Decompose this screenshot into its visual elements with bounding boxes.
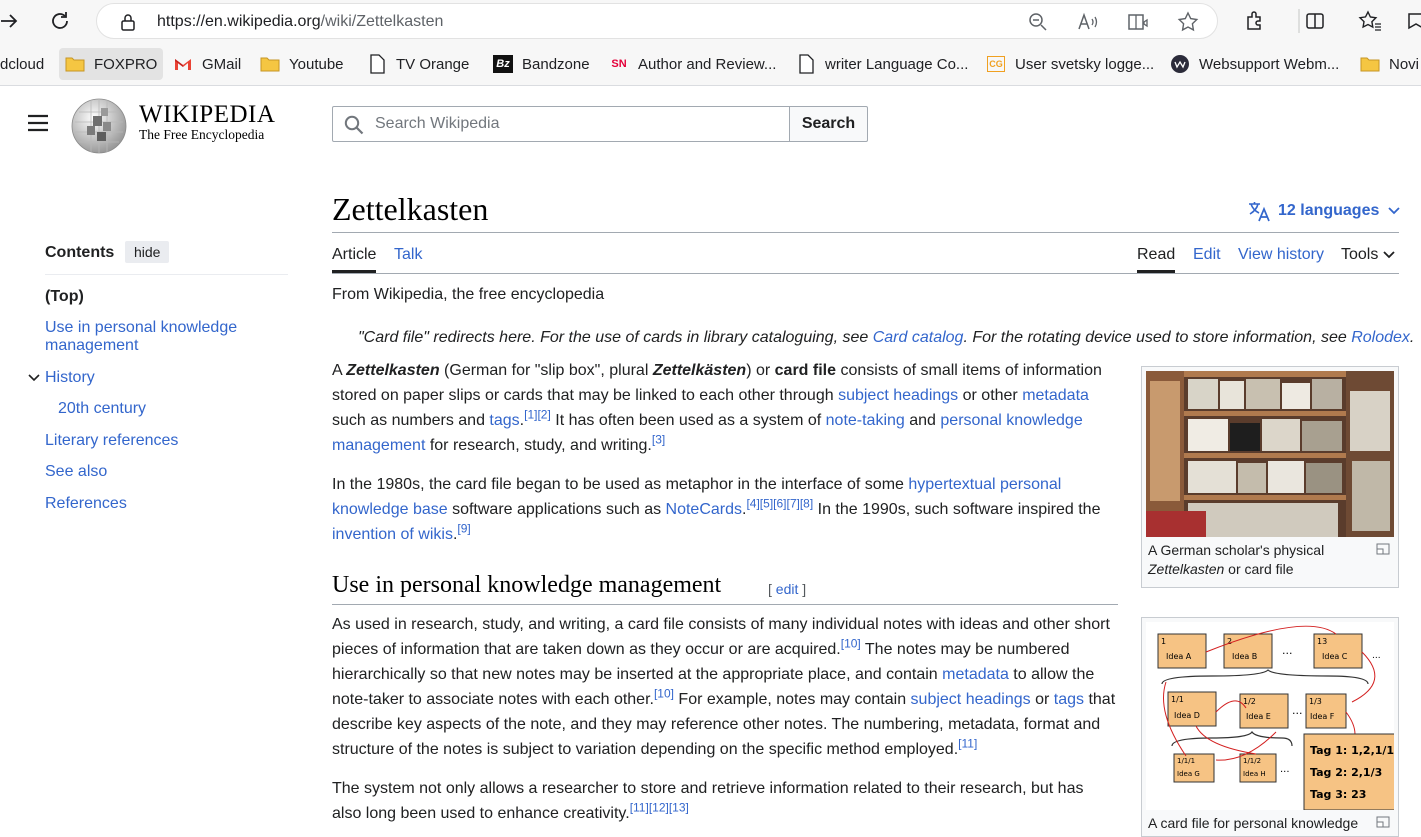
- link-personal-knowledge-management[interactable]: personal knowledge management: [332, 412, 1083, 454]
- websupport-icon: [1170, 55, 1190, 73]
- toc-header: [45, 240, 288, 275]
- bookmark-label: User svetsky logge...: [1015, 55, 1155, 73]
- caption-text: A card file for personal knowledge: [1148, 815, 1359, 831]
- card-id: 1/1: [1171, 695, 1184, 704]
- term-zettelkasten-plural: Zettelkästen: [652, 362, 747, 379]
- card-id: 1/2: [1243, 697, 1256, 706]
- site-tagline: From Wikipedia, the free encyclopedia: [332, 286, 605, 303]
- term-card-file: card file: [774, 362, 837, 379]
- page-icon: [367, 55, 387, 73]
- tab-article[interactable]: Article: [332, 246, 377, 263]
- bookmark-label: Bandzone: [522, 55, 590, 73]
- favorites-icon[interactable]: [1355, 6, 1385, 36]
- text: for research, study, and writing.: [425, 437, 652, 454]
- link-note-taking[interactable]: note-taking: [825, 412, 905, 429]
- browser-chrome: [0, 0, 1421, 86]
- forward-icon[interactable]: [0, 6, 24, 36]
- page-title: Zettelkasten: [332, 191, 489, 227]
- text: such as numbers and: [332, 412, 490, 429]
- wikipedia-globe-logo[interactable]: [71, 98, 127, 154]
- text: or other: [958, 387, 1023, 404]
- bookmark-label: TV Orange: [396, 55, 470, 73]
- citation[interactable]: [10]: [653, 686, 674, 701]
- url-path: /wiki/Zettelkasten: [320, 13, 444, 30]
- url-text[interactable]: [157, 13, 443, 31]
- bookmark-label: Novi: [1389, 55, 1420, 73]
- tab-view-history[interactable]: View history: [1238, 246, 1324, 263]
- toc-item-20th-century[interactable]: 20th century: [58, 400, 147, 417]
- citation[interactable]: [11][12][13]: [629, 800, 689, 815]
- gmail-icon: [173, 55, 193, 73]
- bookmark-label: FOXPRO: [94, 55, 158, 73]
- sn-icon: [609, 55, 629, 73]
- toc-item-use-in-pkm[interactable]: Use in personal knowledge management: [45, 319, 238, 354]
- link-hypertextual-pkb[interactable]: hypertextual personal knowledge base: [332, 476, 1062, 518]
- chevron-down-icon: [1387, 204, 1401, 218]
- text: In the 1990s, such software inspired the: [813, 501, 1101, 518]
- text: The system not only allows a researcher to store and retrieve information related to their research, but has also long been used to enhance creativity.: [332, 780, 1084, 822]
- link-metadata[interactable]: metadata: [942, 666, 1009, 683]
- bookmark-user-svetsky[interactable]: [980, 48, 1160, 80]
- tag-line: Tag 1: 1,2,1/1: [1310, 744, 1394, 757]
- tab-read[interactable]: Read: [1137, 246, 1176, 263]
- bookmark-bandzone[interactable]: [487, 48, 596, 80]
- bookmark-youtube[interactable]: [254, 48, 350, 80]
- card-label: Idea C: [1322, 652, 1348, 661]
- figure-card-file-photo: [1141, 366, 1399, 588]
- bookmark-foxpro[interactable]: [59, 48, 163, 80]
- lock-icon[interactable]: [115, 9, 141, 35]
- bandzone-icon: [493, 55, 513, 73]
- link-tags[interactable]: tags: [1053, 691, 1085, 708]
- link-notecards[interactable]: NoteCards: [665, 501, 743, 518]
- card-label: Idea D: [1174, 711, 1200, 720]
- folder-icon: [260, 55, 280, 73]
- toc-title: Contents: [45, 244, 115, 261]
- enlarge-icon[interactable]: [1376, 814, 1390, 833]
- address-bar[interactable]: [96, 3, 1218, 39]
- link-rolodex[interactable]: Rolodex: [1351, 329, 1410, 346]
- bookmark-label: Youtube: [289, 55, 344, 73]
- cg-icon: [986, 55, 1006, 73]
- bookmark-novi[interactable]: [1354, 48, 1421, 80]
- toc-item-see-also[interactable]: See also: [45, 463, 108, 480]
- ellipsis: ...: [1280, 764, 1290, 775]
- edit-link[interactable]: edit: [775, 581, 799, 597]
- wiki-header: [0, 87, 1421, 167]
- bookmark-author-review[interactable]: [603, 48, 782, 80]
- search-input[interactable]: [373, 107, 783, 141]
- citation[interactable]: [10]: [840, 636, 861, 651]
- figure-caption: [1146, 810, 1394, 833]
- extensions-icon[interactable]: [1240, 6, 1270, 36]
- browser-toolbar: [0, 0, 1421, 42]
- link-subject-headings[interactable]: subject headings: [910, 691, 1031, 708]
- bookmark-writer-language[interactable]: [790, 48, 974, 80]
- text: A: [332, 362, 347, 379]
- languages-label: 12 languages: [1278, 202, 1380, 219]
- ellipsis: ...: [1372, 651, 1381, 661]
- tools-menu[interactable]: [1341, 246, 1396, 264]
- card-file-photo[interactable]: [1146, 371, 1394, 537]
- tag-line: Tag 3: 23: [1310, 788, 1367, 801]
- card-label: Idea A: [1166, 652, 1192, 661]
- folder-icon: [65, 55, 85, 73]
- card-file-diagram[interactable]: [1146, 622, 1394, 810]
- split-screen-icon[interactable]: [1300, 6, 1330, 36]
- text: (German for "slip box", plural: [439, 362, 653, 379]
- caption-text: or card file: [1224, 561, 1294, 577]
- link-metadata[interactable]: metadata: [1022, 387, 1089, 404]
- hatnote-text: "Card file" redirects here. For the use of cards in library cataloguing, see: [358, 329, 873, 346]
- text: to allow the note-taker to associate notes with each other.: [332, 666, 1095, 708]
- bookmark-label: writer Language Co...: [825, 55, 969, 73]
- toc-item-literary-references[interactable]: Literary references: [45, 432, 179, 449]
- text: It has often been used as a system of: [550, 412, 826, 429]
- language-icon: [1248, 200, 1272, 222]
- wordmark-tagline: The Free Encyclopedia: [139, 127, 265, 142]
- term-zettelkasten: Zettelkasten: [346, 362, 440, 379]
- card-id: 13: [1317, 637, 1328, 646]
- wikipedia-wordmark[interactable]: [139, 101, 275, 143]
- main-menu-icon[interactable]: [26, 111, 50, 135]
- text: In the 1980s, the card file began to be used as metaphor in the interface of some: [332, 476, 909, 493]
- tag-line: Tag 2: 2,1/3: [1310, 766, 1383, 779]
- link-tags[interactable]: tags: [489, 412, 520, 429]
- bookmark-gmail[interactable]: [167, 48, 247, 80]
- collections-icon[interactable]: [1401, 6, 1421, 36]
- text: software applications such as: [447, 501, 666, 518]
- text: .: [452, 526, 458, 543]
- text: The notes may be numbered hierarchically so that new notes may be inserted at the appropriate place, and contain: [332, 641, 1070, 683]
- immersive-reader-icon[interactable]: [1125, 9, 1151, 35]
- search-button[interactable]: Search: [789, 106, 868, 142]
- read-aloud-icon[interactable]: [1075, 9, 1101, 35]
- folder-icon: [1360, 55, 1380, 73]
- section-divider: [332, 604, 1118, 605]
- toc-item-top[interactable]: (Top): [45, 288, 84, 305]
- bandzone-icon-text: Bz: [493, 55, 513, 73]
- card-id: 1/1/2: [1243, 757, 1262, 765]
- link-invention-of-wikis[interactable]: invention of wikis: [332, 526, 453, 543]
- figure-card-file-diagram: [1141, 617, 1399, 837]
- card-id: 1: [1161, 637, 1167, 646]
- text: As used in research, study, and writing, a card file consists of many individual notes with ideas and other short pieces of information that are taken down as they occur or are acquired.: [332, 616, 1110, 658]
- text: consists of small items of information stored on paper slips or cards that may be linked to each other through: [332, 362, 1102, 404]
- search-box[interactable]: [332, 106, 790, 142]
- hatnote: [358, 329, 1414, 347]
- link-card-catalog[interactable]: Card catalog: [872, 329, 964, 346]
- intro-paragraph-1: A Zettelkasten (German for "slip box", plural Zettelkästen) or card file consists of small items of information stored on paper slips or cards that may be linked to each other through subject headings or other metadata such as numbers and tags.[1][2] It has often been used as a system of note-taking and personal knowledge management for research, study, and writing.[3]: [332, 362, 1102, 454]
- bookmark-websupport[interactable]: [1164, 48, 1345, 80]
- citation[interactable]: [4][5][6][7][8]: [746, 496, 814, 511]
- favorite-star-icon[interactable]: [1175, 9, 1201, 35]
- section-heading-use-in-pkm: Use in personal knowledge management: [332, 572, 722, 598]
- card-id: 2: [1227, 637, 1233, 646]
- bookmark-label: GMail: [202, 55, 242, 73]
- tab-edit[interactable]: Edit: [1193, 246, 1221, 263]
- intro-paragraph-2: In the 1980s, the card file began to be used as metaphor in the interface of some hypertextual personal knowledge base software applications such as NoteCards.[4][5][6][7][8] In the 1990s, such software inspired the invention of wikis.[9]: [332, 476, 1101, 543]
- figure-caption: [1146, 537, 1394, 579]
- bookmark-tv-orange[interactable]: [361, 48, 475, 80]
- card-label: Idea E: [1246, 712, 1271, 721]
- hatnote-text: .: [1409, 329, 1415, 346]
- link-subject-headings[interactable]: subject headings: [838, 387, 959, 404]
- page-icon: [796, 55, 816, 73]
- card-label: Idea G: [1177, 770, 1200, 778]
- tabs-divider: [332, 273, 1399, 274]
- toc-hide-button[interactable]: hide: [125, 241, 169, 263]
- refresh-icon[interactable]: [45, 6, 75, 36]
- text: and: [904, 412, 941, 429]
- caption-text: A German scholar's physical: [1148, 542, 1325, 558]
- languages-button[interactable]: [1248, 200, 1407, 222]
- hatnote-text: . For the rotating device used to store information, see: [963, 329, 1352, 346]
- citation[interactable]: [9]: [457, 521, 471, 536]
- card-label: Idea B: [1232, 652, 1258, 661]
- tools-label: Tools: [1341, 246, 1379, 263]
- sn-icon-text: SN: [611, 58, 627, 70]
- bookmark-dcloud[interactable]: [0, 48, 50, 80]
- chevron-down-icon[interactable]: [27, 371, 41, 390]
- wordmark-title: WIKIPEDIA: [139, 101, 276, 128]
- text: For example, notes may contain: [673, 691, 911, 708]
- bookmark-label: Websupport Webm...: [1199, 55, 1340, 73]
- text: ) or: [746, 362, 775, 379]
- citation[interactable]: [3]: [651, 432, 666, 447]
- section-paragraph-1: [332, 612, 1117, 762]
- section-paragraph-2: [332, 776, 1117, 826]
- text: or: [1030, 691, 1054, 708]
- bookmark-label: Author and Review...: [638, 55, 777, 73]
- ellipsis: ...: [1282, 644, 1293, 657]
- card-id: 1/1/1: [1177, 757, 1196, 765]
- card-id: 1/3: [1309, 697, 1322, 706]
- text: that describe key aspects of the note, and they may reference other notes. The numbering, metadata, format and structure of the notes is subject to variation depending on the specific method employed.: [332, 691, 1116, 758]
- card-label: Idea H: [1243, 770, 1266, 778]
- table-of-contents: [45, 240, 288, 512]
- citation[interactable]: [11]: [958, 736, 978, 751]
- citation[interactable]: [1][2]: [524, 407, 551, 422]
- toc-item-history[interactable]: History: [45, 369, 95, 386]
- cg-icon-text: CG: [987, 56, 1005, 72]
- section-edit-link[interactable]: [ edit ]: [768, 581, 807, 597]
- ellipsis: ...: [1292, 704, 1303, 717]
- caption-term: Zettelkasten: [1148, 561, 1225, 577]
- enlarge-icon[interactable]: [1376, 541, 1390, 560]
- bookmark-label: dcloud: [0, 55, 45, 73]
- url-host: https://en.wikipedia.org: [157, 13, 321, 30]
- chevron-down-icon: [1382, 248, 1396, 262]
- search-icon: [344, 115, 364, 140]
- card-label: Idea F: [1310, 712, 1335, 721]
- title-divider: [332, 232, 1399, 233]
- toc-item-references[interactable]: References: [45, 495, 127, 512]
- bookmarks-bar: [0, 43, 1421, 85]
- zoom-out-icon[interactable]: [1025, 9, 1051, 35]
- tab-talk[interactable]: Talk: [394, 246, 423, 263]
